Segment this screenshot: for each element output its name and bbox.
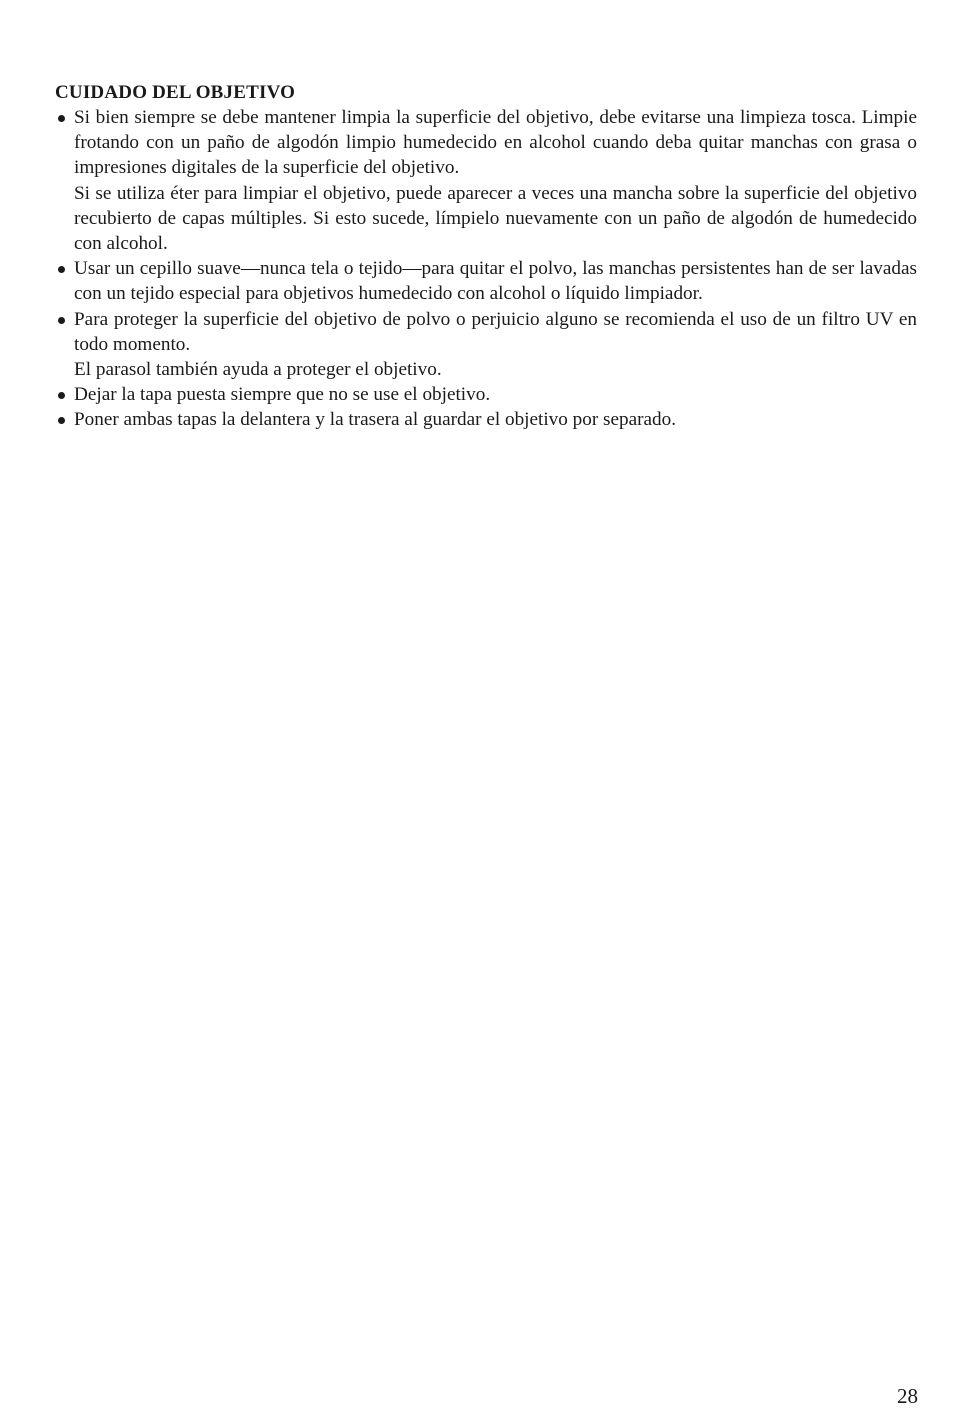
bullet-paragraph-both-caps: Poner ambas tapas la delantera y la trasera al guardar el objetivo por separado. <box>55 407 917 432</box>
bullet-paragraph-cap: Dejar la tapa puesta siempre que no se use el objetivo. <box>55 382 917 407</box>
content-block <box>55 80 917 433</box>
bullet-paragraph-brush: Usar un cepillo suave—nunca tela o tejido—para quitar el polvo, las manchas persistentes han de ser lavadas con un tejido especial para objetivos humedecido con alcohol o líquido limpiador. <box>55 256 917 306</box>
bullet-paragraph-uv-filter: Para proteger la superficie del objetivo de polvo o perjuicio alguno se recomienda el uso de un filtro UV en todo momento. <box>55 307 917 357</box>
paragraph-ether: Si se utiliza éter para limpiar el objetivo, puede aparecer a veces una mancha sobre la superficie del objetivo recubierto de capas múltiples. Si esto sucede, límpielo nuevamente con un paño de algodón de humedecido con alcohol. <box>74 182 917 255</box>
section-heading: CUIDADO DEL OBJETIVO <box>55 82 296 103</box>
bullet-paragraph-cleaning: Si bien siempre se debe mantener limpia la superficie del objetivo, debe evitarse una limpieza tosca. Limpie frotando con un paño de algodón limpio humedecido en alcohol cuando deba quitar manchas con grasa o impresiones digitales de la superficie del objetivo. <box>55 105 917 181</box>
paragraph-lens-hood: El parasol también ayuda a proteger el objetivo. <box>74 359 442 381</box>
page-number: 28 <box>897 1384 918 1408</box>
